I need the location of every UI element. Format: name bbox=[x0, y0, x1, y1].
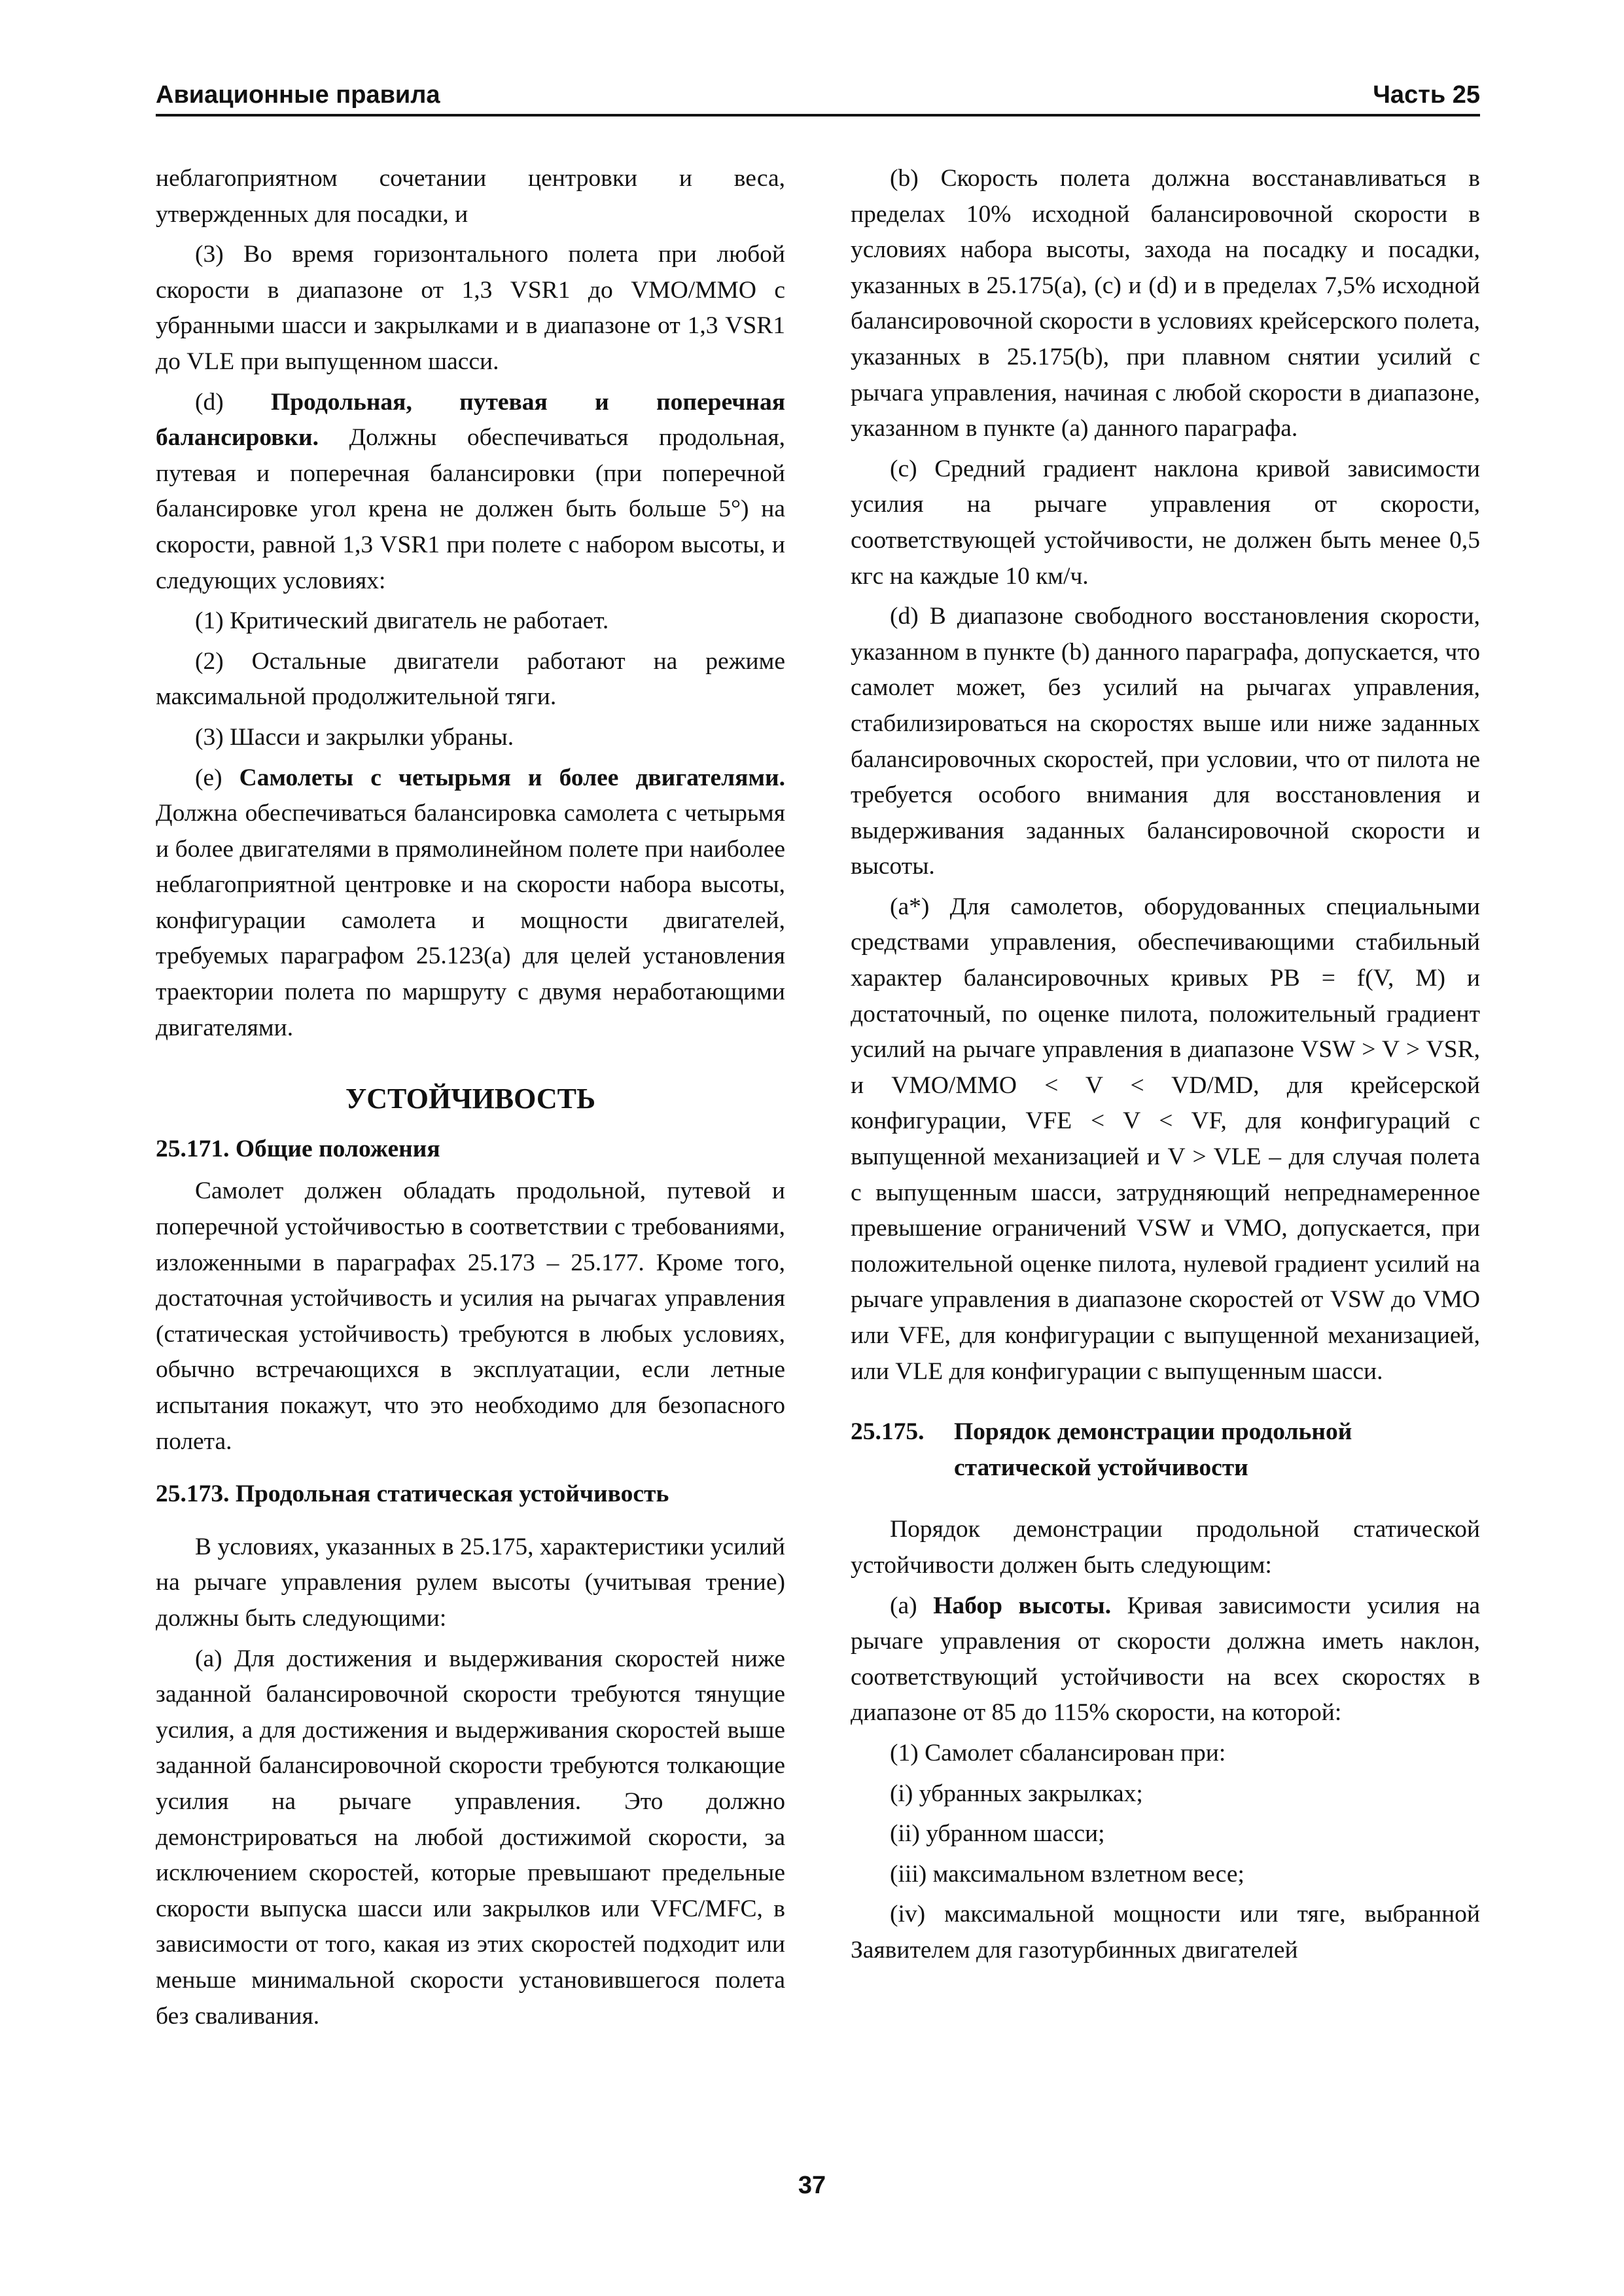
subsection-title-25-173: 25.173. Продольная статическая устойчивость bbox=[156, 1480, 669, 1508]
paragraph-a bbox=[851, 1588, 1480, 1731]
item-marker: (d) bbox=[195, 388, 272, 416]
item-heading: Продольная, путевая и поперечная балансировки. bbox=[156, 388, 786, 452]
paragraph: (3) Шасси и закрылки убраны. bbox=[195, 723, 514, 751]
paragraph: (2) Остальные двигатели работают на режиме максимальной продолжительной тяги. bbox=[156, 647, 785, 711]
item-marker: (a) bbox=[890, 1592, 934, 1619]
header-part: Часть 25 bbox=[1373, 81, 1480, 109]
right-column bbox=[851, 161, 1480, 1973]
subsection-title-line: Порядок демонстрации продольной bbox=[954, 1418, 1352, 1446]
paragraph: (b) Скорость полета должна восстанавливаться в пределах 10% исходной балансировочной скорости в условиях набора высоты, захода на посадку и посадки, указанных в 25.175(a), (c) и (d) и в пределах 7,5% исходной балансировочной скорости в условиях крейсерского полета, указанных в 25.175(b), при плавном снятии усилий с рычага управления, начиная с любой скорости в диапазоне, указанном в пункте (a) данного параграфа. bbox=[851, 165, 1480, 442]
paragraph: Порядок демонстрации продольной статической устойчивости должен быть следующим: bbox=[851, 1516, 1480, 1579]
item-text: Кривая зависимости усилия на рычаге управления от скорости должна иметь наклон, соответствующий устойчивости на всех скоростях в диапазоне от 85 до 115% скорости, на которой: bbox=[851, 1592, 1480, 1727]
paragraph: (c) Средний градиент наклона кривой зависимости усилия на рычаге управления от скорости, соответствующей устойчивости, не должен быть менее 0,5 кгс на каждые 10 км/ч. bbox=[851, 455, 1480, 590]
paragraph: неблагоприятном сочетании центровки и веса, утвержденных для посадки, и bbox=[156, 165, 785, 228]
running-header bbox=[156, 77, 1480, 117]
paragraph: В условиях, указанных в 25.175, характеристики усилий на рычаге управления рулем высоты (учитывая трение) должны быть следующими: bbox=[156, 1533, 785, 1632]
subsection-number: 25.175. bbox=[851, 1418, 925, 1446]
item-heading: Самолеты с четырьмя и более двигателями. bbox=[239, 764, 785, 791]
paragraph: Самолет должен обладать продольной, путевой и поперечной устойчивостью в соответствии с требованиями, изложенными в параграфах 25.173 – 25.177. Кроме того, достаточная устойчивость и усилия на рычагах управления (статическая устойчивость) требуются в любых условиях, обычно встречающихся в эксплуатации, если летные испытания покажут, что это необходимо для безопасного полета. bbox=[156, 1177, 785, 1455]
list-item: (ii) убранном шасси; bbox=[890, 1820, 1105, 1848]
subsection-title-25-171: 25.171. Общие положения bbox=[156, 1135, 440, 1162]
item-text: Должна обеспечиваться балансировка самолета с четырьмя и более двигателями в прямолинейном полете при наиболее неблагоприятной центровке и на скорости набора высоты, конфигурации самолета и мощности двигателей, требуемых параграфом 25.123(a) для целей установления траектории полета по маршруту с двумя неработающими двигателями. bbox=[156, 800, 785, 1041]
section-title: УСТОЙЧИВОСТЬ bbox=[345, 1083, 596, 1115]
list-item: (iv) максимальной мощности или тяге, выбранной Заявителем для газотурбинных двигателей bbox=[851, 1901, 1480, 1964]
paragraph-e bbox=[156, 761, 785, 1047]
left-column bbox=[156, 161, 785, 2039]
item-marker: (e) bbox=[195, 764, 239, 791]
subsection-title-25-175 bbox=[851, 1414, 1480, 1486]
paragraph: (a) Для достижения и выдерживания скоростей ниже заданной балансировочной скорости требуются тянущие усилия, а для достижения и выдерживания скоростей выше заданной балансировочной скорости требуются толкающие усилия на рычаге управления. Это должно демонстрироваться на любой достижимой скорости, за исключением скоростей, которые превышают предельные скорости выпуска шасси или закрылков или VFC/MFC, в зависимости от того, какая из этих скоростей подходит или меньше минимальной скорости установившегося полета без сваливания. bbox=[156, 1645, 785, 2030]
item-text: Должны обеспечиваться продольная, путевая и поперечная балансировки (при поперечной балансировке угол крена не должен быть больше 5°) на скорости, равной 1,3 VSR1 при полете с набором высоты, и следующих условиях: bbox=[156, 424, 785, 594]
item-heading: Набор высоты. bbox=[933, 1592, 1112, 1619]
subsection-title-line: статической устойчивости bbox=[954, 1454, 1248, 1481]
list-item: (1) Самолет сбалансирован при: bbox=[890, 1739, 1226, 1767]
paragraph: (d) В диапазоне свободного восстановления скорости, указанном в пункте (b) данного параграфа, допускается, что самолет может, без усилий на рычагах управления, стабилизироваться на скоростях выше или ниже заданных балансировочных скоростей, при условии, что от пилота не требуется особого внимания для восстановления и выдерживания заданных балансировочной скорости и высоты. bbox=[851, 603, 1480, 880]
paragraph: (3) Во время горизонтального полета при любой скорости в диапазоне от 1,3 VSR1 до VMO/MMO с убранными шасси и закрылками и в диапазоне от 1,3 VSR1 до VLE при выпущенном шасси. bbox=[156, 241, 785, 375]
page-number: 37 bbox=[798, 2172, 826, 2199]
paragraph: (a*) Для самолетов, оборудованных специальными средствами управления, обеспечивающими стабильный характер балансировочных кривых PB = f(V, M) и достаточный, по оценке пилота, положительный градиент усилий на рычаге управления в диапазоне VSW > V > VSR, и VMO/MMO < V < VD/MD, для крейсерской конфигурации, VFE < V < VF, для конфигураций с выпущенной механизацией и V > VLE – для случая полета с выпущенным шасси, затрудняющий непреднамеренное превышение ограничений VSW и VMO, допускается, при положительной оценке пилота, нулевой градиент усилий на рычаге управления в диапазоне скоростей от VSW до VMO или VFE, для конфигурации с выпущенной механизацией, или VLE для конфигурации с выпущенным шасси. bbox=[851, 893, 1480, 1385]
list-item: (i) убранных закрылках; bbox=[890, 1780, 1143, 1807]
paragraph-d bbox=[156, 385, 785, 600]
header-title: Авиационные правила bbox=[156, 81, 440, 109]
list-item: (iii) максимальном взлетном весе; bbox=[890, 1860, 1244, 1888]
paragraph: (1) Критический двигатель не работает. bbox=[195, 607, 609, 635]
